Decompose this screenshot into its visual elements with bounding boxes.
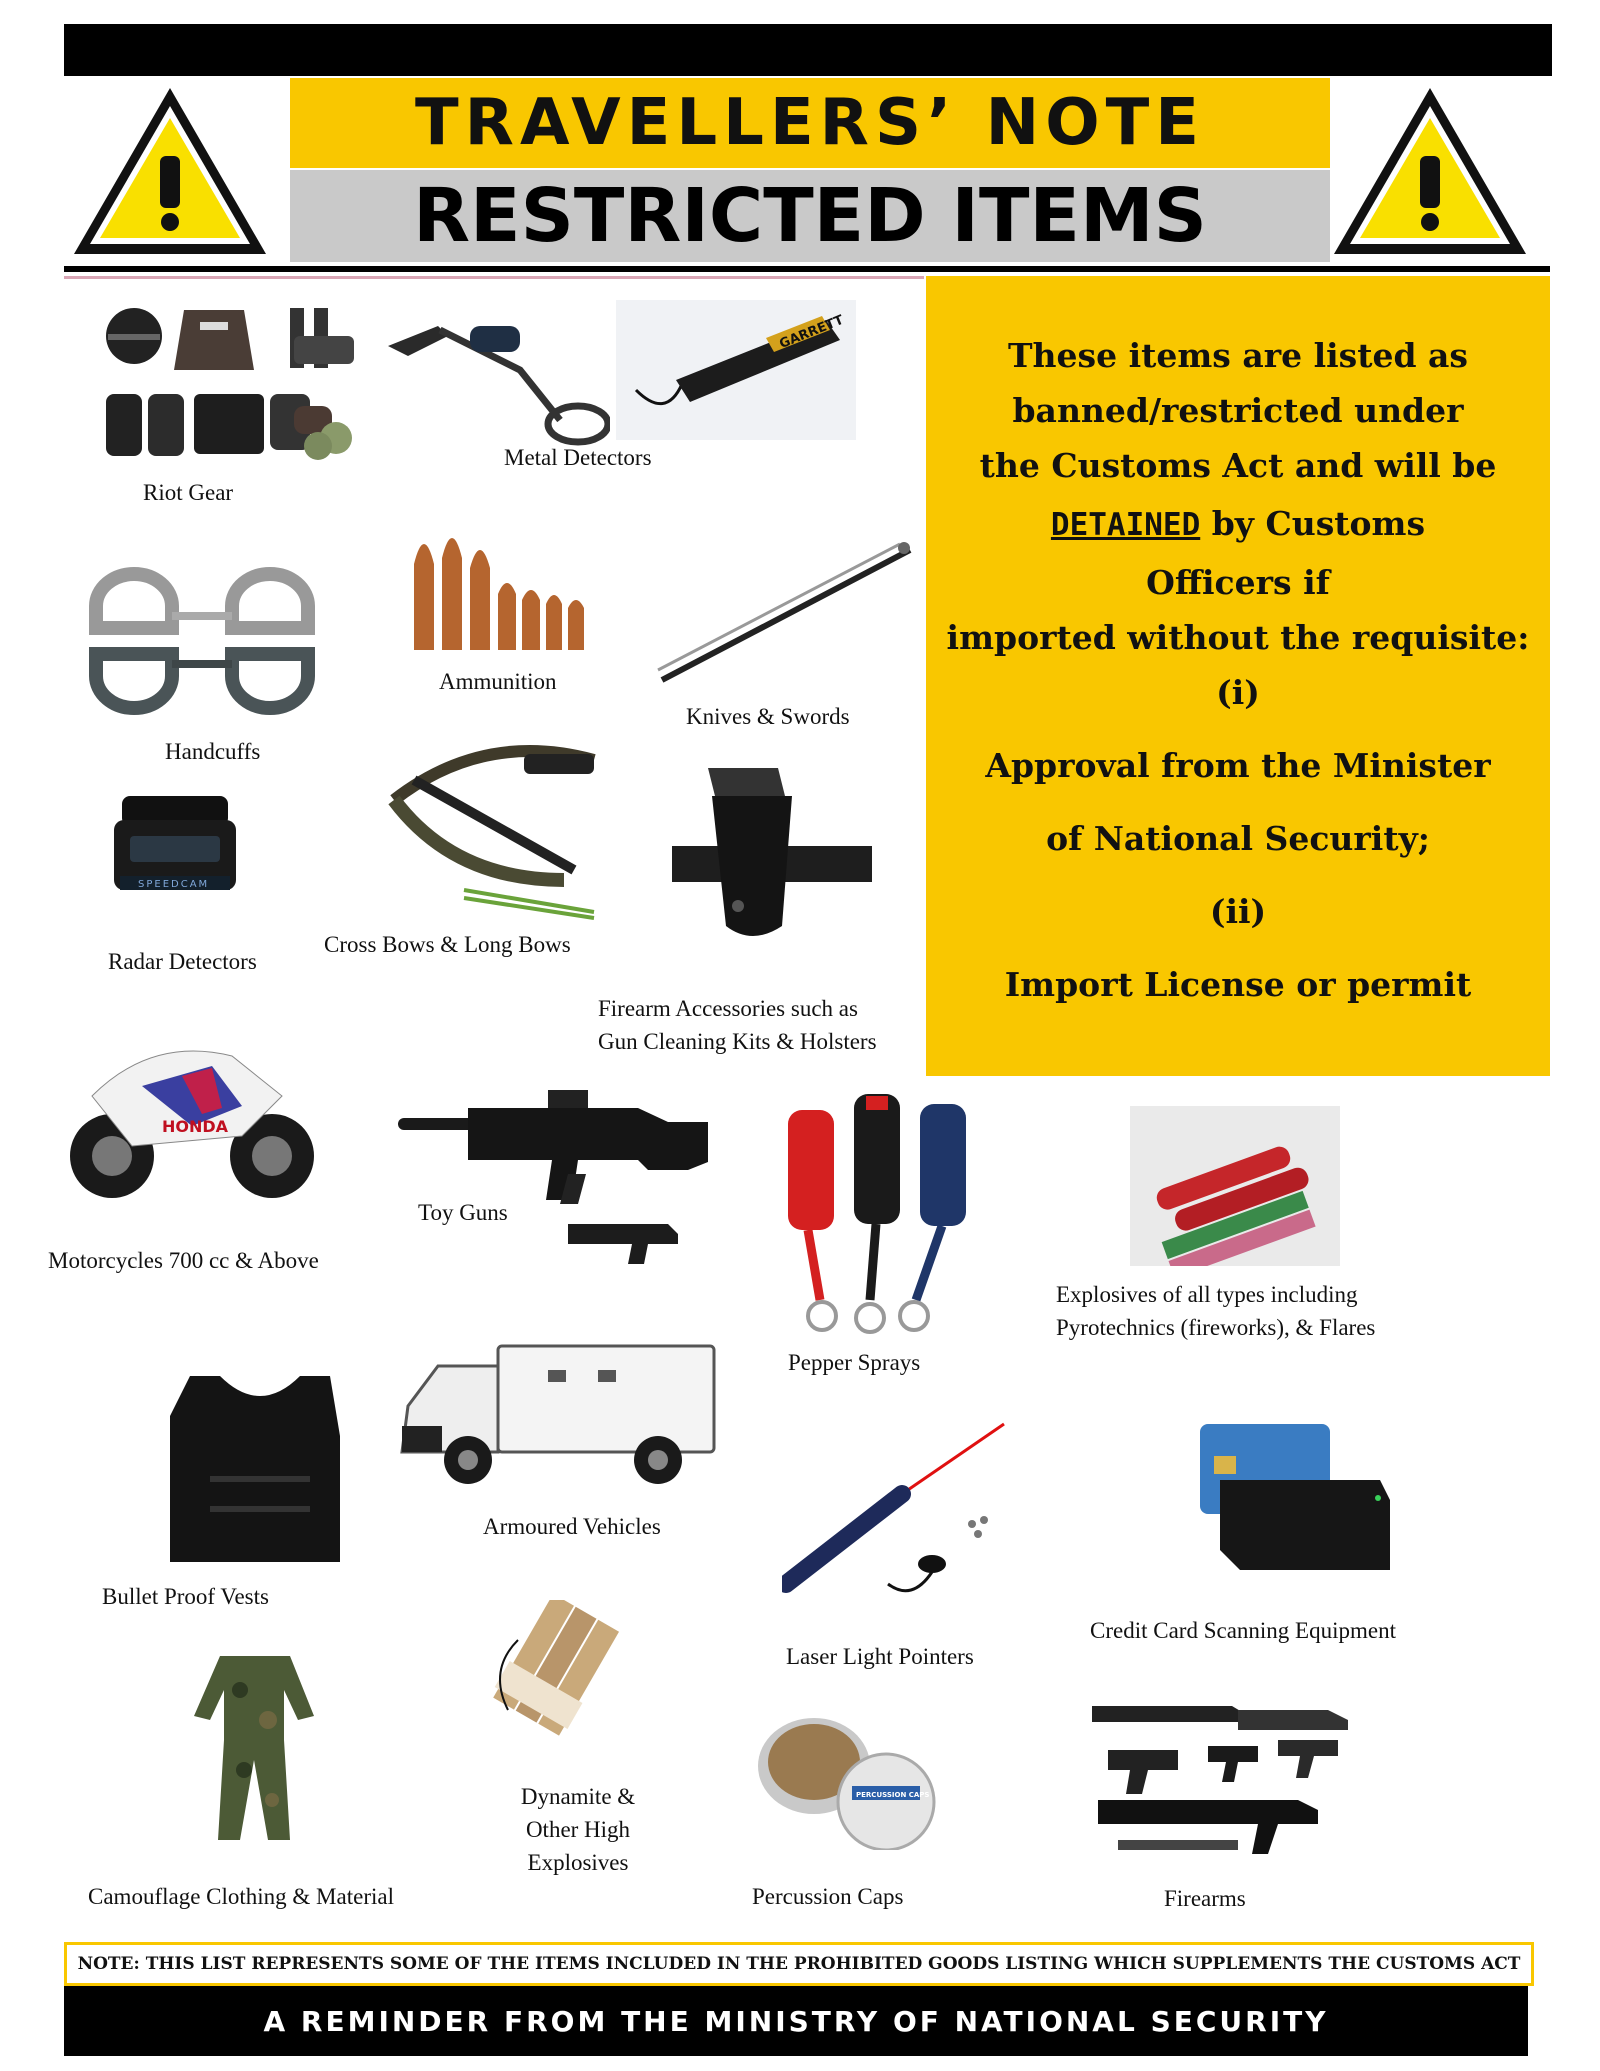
- notice-list-number: (ii): [1209, 892, 1267, 931]
- page-subtitle: RESTRICTED ITEMS: [290, 170, 1330, 262]
- percussion-caps-label: PERCUSSION CAPS: [856, 1791, 930, 1799]
- riot-gear-image: [94, 296, 364, 466]
- metal-detector-image: [380, 306, 610, 446]
- notice-list-number: (i): [1216, 673, 1260, 712]
- warning-right-icon: [1330, 84, 1530, 259]
- caption-camouflage: Camouflage Clothing & Material: [88, 1884, 394, 1909]
- header-divider-accent: [64, 276, 924, 279]
- speedcam-label: SPEEDCAM: [138, 879, 210, 890]
- radar-detector-image: [110, 790, 240, 910]
- notice-line-detained: [926, 504, 1550, 543]
- notice-line: banned/restricted under: [1012, 391, 1464, 430]
- notice-line: These items are listed as: [1007, 336, 1469, 375]
- warning-left-icon: [70, 84, 270, 259]
- caption-explosives: [1056, 1278, 1375, 1344]
- restriction-notice: [926, 276, 1550, 1076]
- caption-line: Gun Cleaning Kits & Holsters: [598, 1029, 877, 1054]
- detained-emphasis: DETAINED: [1050, 507, 1201, 543]
- caption-line: Pyrotechnics (fireworks), & Flares: [1056, 1315, 1376, 1340]
- caption-credit-card-scanning: Credit Card Scanning Equipment: [1090, 1618, 1396, 1643]
- notice-line: Officers if: [1146, 563, 1330, 602]
- caption-motorcycles: Motorcycles 700 cc & Above: [48, 1248, 319, 1273]
- header-divider: [64, 266, 1550, 272]
- toy-guns-image: [398, 1074, 730, 1264]
- honda-label: HONDA: [162, 1117, 229, 1136]
- crossbow-image: [374, 740, 624, 920]
- footer-note: NOTE: THIS LIST REPRESENTS SOME OF THE ITEMS INCLUDED IN THE PROHIBITED GOODS LISTING WHICH SUPPLEMENTS THE CUSTOMS ACT: [64, 1942, 1534, 1986]
- motorcycle-image: [52, 1036, 332, 1206]
- fireworks-image: [1130, 1106, 1340, 1266]
- footer-reminder: A REMINDER FROM THE MINISTRY OF NATIONAL SECURITY: [64, 1986, 1528, 2056]
- bullet-vest-image: [170, 1366, 350, 1566]
- percussion-caps-image: [752, 1710, 942, 1850]
- caption-firearms: Firearms: [1164, 1886, 1246, 1911]
- firearms-image: [1088, 1690, 1358, 1860]
- caption-line: Explosives: [527, 1850, 629, 1875]
- top-black-bar: [64, 24, 1552, 76]
- garrett-label: GARRETT: [777, 312, 846, 353]
- notice-line: imported without the requisite:: [946, 618, 1530, 657]
- notice-list-item: Approval from the Minister: [985, 746, 1491, 785]
- caption-pepper-sprays: Pepper Sprays: [788, 1350, 921, 1375]
- ammunition-image: [408, 524, 588, 654]
- notice-line: the Customs Act and will be: [979, 446, 1497, 485]
- caption-knives-swords: Knives & Swords: [686, 704, 850, 729]
- notice-list-item: Import License or permit: [1004, 965, 1472, 1004]
- armoured-vehicle-image: [398, 1340, 718, 1490]
- caption-percussion-caps: Percussion Caps: [752, 1884, 904, 1909]
- sword-image: [650, 540, 920, 690]
- dynamite-image: [484, 1600, 644, 1750]
- caption-ammunition: Ammunition: [439, 669, 557, 694]
- page-title: TRAVELLERS’ NOTE: [290, 78, 1330, 168]
- caption-line: Explosives of all types including: [1056, 1282, 1358, 1307]
- caption-toy-guns: Toy Guns: [418, 1200, 508, 1225]
- notice-list-item: of National Security;: [1046, 819, 1430, 858]
- wand-detector-image: [616, 300, 856, 440]
- caption-line: Dynamite &: [520, 1784, 636, 1809]
- caption-line: Firearm Accessories such as: [598, 996, 858, 1021]
- caption-cross-bows: Cross Bows & Long Bows: [324, 932, 571, 957]
- caption-dynamite: [498, 1780, 658, 1879]
- caption-armoured-vehicles: Armoured Vehicles: [483, 1514, 661, 1539]
- camouflage-image: [190, 1650, 320, 1850]
- caption-laser-pointers: Laser Light Pointers: [786, 1644, 974, 1669]
- caption-metal-detectors: Metal Detectors: [504, 445, 652, 470]
- pepper-spray-image: [770, 1090, 990, 1340]
- card-scanner-image: [1160, 1420, 1400, 1580]
- holster-image: [672, 756, 872, 956]
- caption-bullet-vests: Bullet Proof Vests: [102, 1584, 269, 1609]
- handcuffs-image: [76, 556, 326, 726]
- caption-line: Other High: [525, 1817, 631, 1842]
- caption-riot-gear: Riot Gear: [143, 480, 234, 505]
- laser-pointer-image: [782, 1414, 1012, 1604]
- caption-firearm-accessories: [598, 992, 877, 1058]
- caption-radar-detectors: Radar Detectors: [108, 949, 257, 974]
- caption-handcuffs: Handcuffs: [165, 739, 261, 764]
- notice-text: by Customs: [1211, 504, 1426, 543]
